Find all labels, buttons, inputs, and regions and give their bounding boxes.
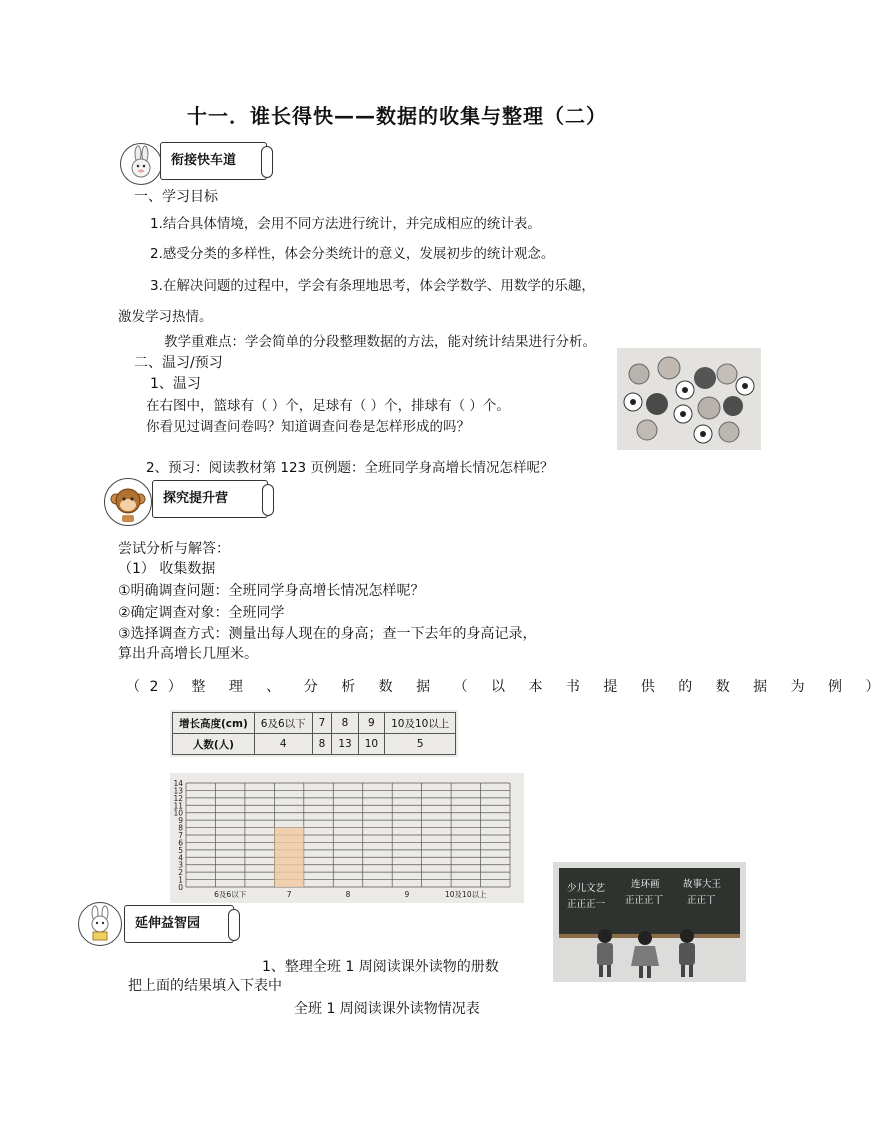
explore-s1: ①明确调查问题：全班同学身高增长情况怎样呢？ — [118, 583, 425, 599]
goal-3b: 激发学习热情。 — [118, 309, 213, 325]
table-count-1: 8 — [312, 734, 332, 755]
goals-heading: 一、学习目标 — [134, 189, 218, 205]
board-col3: 故事大王 — [683, 879, 722, 890]
table-count-header: 人数(人) — [173, 734, 255, 755]
banner-explore-label: 探究提升营 — [163, 491, 229, 506]
y-tick-label: 13 — [173, 786, 183, 796]
extend-l3: 全班 1 周阅读课外读物情况表 — [294, 1001, 480, 1017]
key-points: 教学重难点：学会简单的分段整理数据的方法，能对统计结果进行分析。 — [164, 334, 596, 350]
y-tick-label: 7 — [178, 831, 183, 840]
y-tick-label: 0 — [178, 883, 183, 892]
x-tick-label: 10及10以上 — [445, 890, 487, 899]
explore-s4: 算出升高增长几厘米。 — [118, 646, 258, 662]
board-col2: 连环画 — [631, 879, 660, 890]
table-count-4: 5 — [385, 734, 456, 755]
review-q2: 你看见过调查问卷吗？知道调查问卷是怎样形成的吗？ — [146, 419, 470, 435]
chart-bar — [274, 828, 303, 887]
table-cat-4: 10及10以上 — [385, 713, 456, 734]
table-row — [173, 713, 456, 734]
blackboard-photo — [553, 862, 746, 982]
extend-l2: 把上面的结果填入下表中 — [128, 978, 282, 994]
growth-chart-svg — [170, 773, 524, 903]
goal-1: 1.结合具体情境，会用不同方法进行统计，并完成相应的统计表。 — [150, 216, 541, 232]
y-tick-label: 10 — [173, 808, 183, 818]
explore-intro: 尝试分析与解答： — [118, 541, 230, 557]
bunny-mascot-icon — [78, 902, 122, 946]
review-q1: 在右图中，篮球有（ ）个，足球有（ ）个，排球有（ ）个。 — [146, 398, 510, 414]
extend-l1: 1、整理全班 1 周阅读课外读物的册数 — [262, 959, 499, 975]
x-tick-label: 7 — [286, 890, 292, 899]
y-tick-label: 4 — [178, 853, 183, 863]
growth-table — [170, 710, 458, 757]
y-tick-label: 12 — [173, 793, 183, 803]
y-tick-label: 14 — [173, 779, 183, 788]
banner-bridge — [160, 142, 267, 180]
y-tick-label: 1 — [178, 875, 183, 885]
y-tick-label: 6 — [178, 838, 183, 848]
table-count-3: 10 — [358, 734, 384, 755]
y-tick-label: 9 — [178, 816, 183, 826]
table-row-header: 增长高度(cm) — [173, 713, 255, 734]
explore-step1: （1） 收集数据 — [118, 561, 216, 577]
banner-extend — [124, 905, 234, 943]
goal-2: 2.感受分类的多样性，体会分类统计的意义，发展初步的统计观念。 — [150, 246, 555, 262]
x-tick-label: 8 — [345, 890, 351, 899]
goal-3a: 3.在解决问题的过程中，学会有条理地思考，体会学数学、用数学的乐趣， — [150, 278, 595, 294]
growth-chart — [170, 773, 524, 903]
table-cat-1: 7 — [312, 713, 332, 734]
balls-photo — [617, 348, 761, 450]
y-tick-label: 2 — [178, 868, 183, 878]
table-cat-2: 8 — [332, 713, 358, 734]
y-tick-label: 11 — [173, 801, 183, 811]
review-sub1: 1、温习 — [150, 376, 201, 392]
banner-bridge-label: 衔接快车道 — [171, 153, 237, 168]
page-title: 十一．谁长得快——数据的收集与整理（二） — [187, 104, 607, 128]
board-col1: 少儿文艺 — [567, 883, 606, 894]
y-tick-label: 8 — [178, 823, 183, 833]
explore-s3: ③选择调查方式：测量出每人现在的身高；查一下去年的身高记录， — [118, 626, 537, 642]
table-cat-3: 9 — [358, 713, 384, 734]
board-tally3: 正正丅 — [687, 895, 716, 906]
table-row — [173, 734, 456, 755]
banner-explore — [152, 480, 268, 518]
table-count-0: 4 — [254, 734, 312, 755]
review-sub2: 2、预习：阅读教材第 123 页例题：全班同学身高增长情况怎样呢？ — [146, 460, 554, 476]
table-cat-0: 6及6以下 — [254, 713, 312, 734]
board-tally2: 正正正丅 — [625, 895, 664, 906]
monkey-mascot-icon — [104, 478, 152, 526]
board-tally1: 正正正一 — [567, 899, 606, 910]
explore-s2: ②确定调查对象：全班同学 — [118, 605, 285, 621]
banner-extend-label: 延伸益智园 — [135, 916, 201, 931]
x-tick-label: 6及6以下 — [214, 890, 247, 899]
review-heading: 二、温习/预习 — [134, 355, 223, 371]
y-tick-label: 3 — [178, 860, 183, 870]
explore-step2: （2）整 理 、 分 析 数 据 （ 以 本 书 提 供 的 数 据 为 例 ） — [126, 679, 889, 695]
x-tick-label: 9 — [404, 890, 410, 899]
table-count-2: 13 — [332, 734, 358, 755]
y-tick-label: 5 — [178, 845, 183, 855]
rabbit-mascot-icon — [120, 143, 162, 185]
